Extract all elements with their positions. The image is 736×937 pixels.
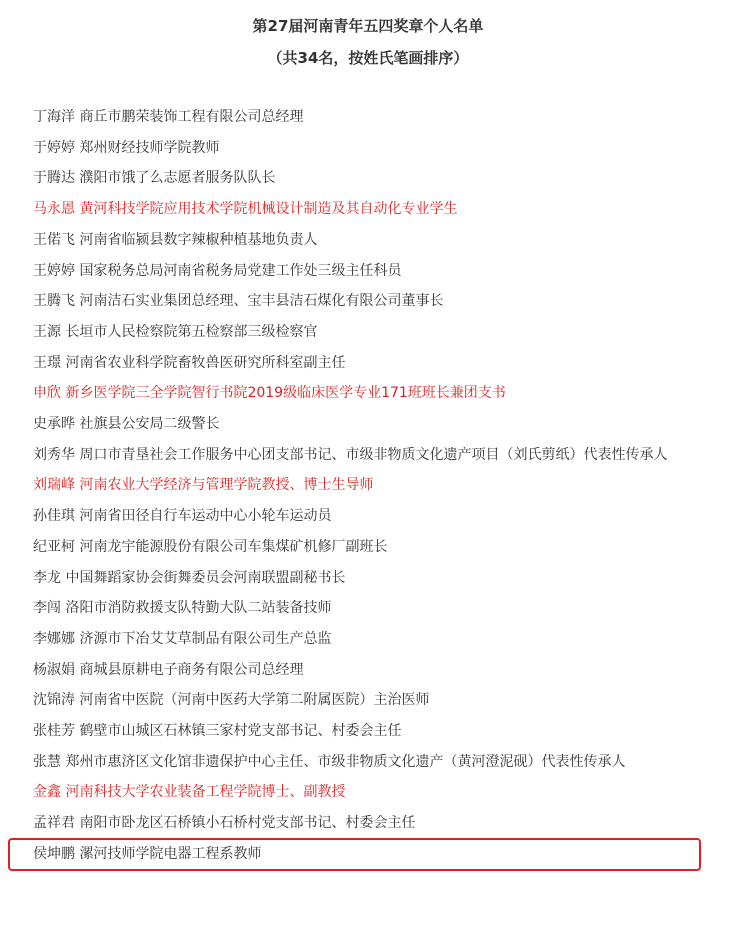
person-name: 丁海洋	[33, 109, 75, 125]
person-name: 李娜娜	[33, 630, 75, 647]
person-description: 周口市青垦社会工作服务中心团支部书记、市级非物质文化遗产项目（刘氏剪纸）代表性传承人	[79, 446, 668, 463]
list-item	[33, 655, 698, 686]
list-item	[33, 808, 698, 839]
list-item	[33, 839, 698, 870]
person-description: 济源市下冶艾艾草制品有限公司生产总监	[79, 630, 332, 647]
list-item	[33, 440, 698, 471]
person-description: 河南农业大学经济与管理学院教授、博士生导师	[79, 477, 374, 494]
list-item	[33, 225, 698, 256]
person-name: 申欣	[33, 385, 61, 402]
person-name: 王偌飞	[33, 231, 75, 248]
list-item	[33, 501, 698, 532]
list-item	[33, 194, 698, 225]
person-name: 王璟	[33, 354, 61, 371]
list-item	[33, 532, 698, 563]
person-description: 长垣市人民检察院第五检察部三级检察官	[65, 323, 318, 340]
person-description: 黄河科技学院应用技术学院机械设计制造及其自动化专业学生	[79, 201, 458, 218]
person-description: 河南科技大学农业装备工程学院博士、副教授	[65, 784, 346, 801]
list-item	[33, 133, 698, 164]
person-name: 李龙	[33, 569, 61, 586]
list-item	[33, 256, 698, 287]
list-item	[33, 163, 698, 194]
person-description: 濮阳市饿了么志愿者服务队队长	[79, 170, 276, 187]
person-description: 南阳市卧龙区石桥镇小石桥村党支部书记、村委会主任	[79, 815, 416, 832]
person-description: 中国舞蹈家协会街舞委员会河南联盟副秘书长	[65, 569, 346, 586]
person-name: 金鑫	[33, 784, 61, 801]
list-item	[33, 409, 698, 440]
person-name: 王腾飞	[33, 293, 75, 310]
person-description: 河南洁石实业集团总经理、宝丰县洁石煤化有限公司董事长	[79, 293, 444, 310]
person-description: 郑州财经技师学院教师	[79, 139, 220, 156]
list-item	[33, 685, 698, 716]
person-name: 于腾达	[33, 170, 75, 187]
list-item	[33, 747, 698, 778]
person-name: 刘瑞峰	[33, 477, 75, 494]
person-description: 新乡医学院三全学院智行书院2019级临床医学专业171班班长兼团支书	[65, 385, 506, 402]
person-name: 王婷婷	[33, 262, 75, 279]
person-description: 河南省农业科学院畜牧兽医研究所科室副主任	[65, 354, 346, 371]
person-description: 鹤壁市山城区石林镇三家村党支部书记、村委会主任	[79, 723, 402, 740]
person-name: 纪亚柯	[33, 538, 75, 555]
list-item	[33, 593, 698, 624]
person-name: 杨淑娟	[33, 661, 75, 678]
person-name: 孟祥君	[33, 815, 75, 832]
list-item	[33, 317, 698, 348]
person-name: 于婷婷	[33, 139, 75, 156]
person-name: 张慧	[33, 753, 61, 770]
document-title: 第27届河南青年五四奖章个人名单	[252, 17, 484, 35]
list-item	[33, 716, 698, 747]
person-description: 商丘市鹏荣装饰工程有限公司总经理	[79, 109, 304, 125]
person-description: 漯河技师学院电器工程系教师	[79, 845, 262, 862]
person-description: 洛阳市消防救援支队特勤大队二站装备技师	[65, 600, 332, 617]
list-item	[33, 102, 698, 133]
person-name: 沈锦涛	[33, 692, 75, 709]
person-description: 河南省田径自行车运动中心小轮车运动员	[79, 508, 332, 525]
person-name: 李闯	[33, 600, 61, 617]
person-name: 王源	[33, 323, 61, 340]
person-name: 马永恩	[33, 201, 75, 218]
list-item	[33, 286, 698, 317]
person-description: 郑州市惠济区文化馆非遗保护中心主任、市级非物质文化遗产（黄河澄泥砚）代表性传承人	[65, 753, 626, 770]
list-item	[33, 348, 698, 379]
person-description: 河南省临颍县数字辣椒种植基地负责人	[79, 231, 318, 248]
person-name: 孙佳琪	[33, 508, 75, 525]
person-description: 商城县原耕电子商务有限公司总经理	[79, 661, 304, 678]
person-description: 河南省中医院（河南中医药大学第二附属医院）主治医师	[79, 692, 430, 709]
person-name: 刘秀华	[33, 446, 75, 463]
person-name: 史承晔	[33, 416, 75, 433]
person-description: 河南龙宇能源股份有限公司车集煤矿机修厂副班长	[79, 538, 388, 555]
award-list	[33, 102, 698, 870]
list-item	[33, 777, 698, 808]
list-item	[33, 378, 698, 409]
document-subtitle: （共34名，按姓氏笔画排序）	[267, 49, 469, 67]
list-item	[33, 624, 698, 655]
person-name: 侯坤鹏	[33, 845, 75, 862]
list-item	[33, 563, 698, 594]
person-description: 社旗县公安局二级警长	[79, 416, 220, 433]
person-description: 国家税务总局河南省税务局党建工作处三级主任科员	[79, 262, 402, 279]
list-item	[33, 470, 698, 501]
person-name: 张桂芳	[33, 723, 75, 740]
